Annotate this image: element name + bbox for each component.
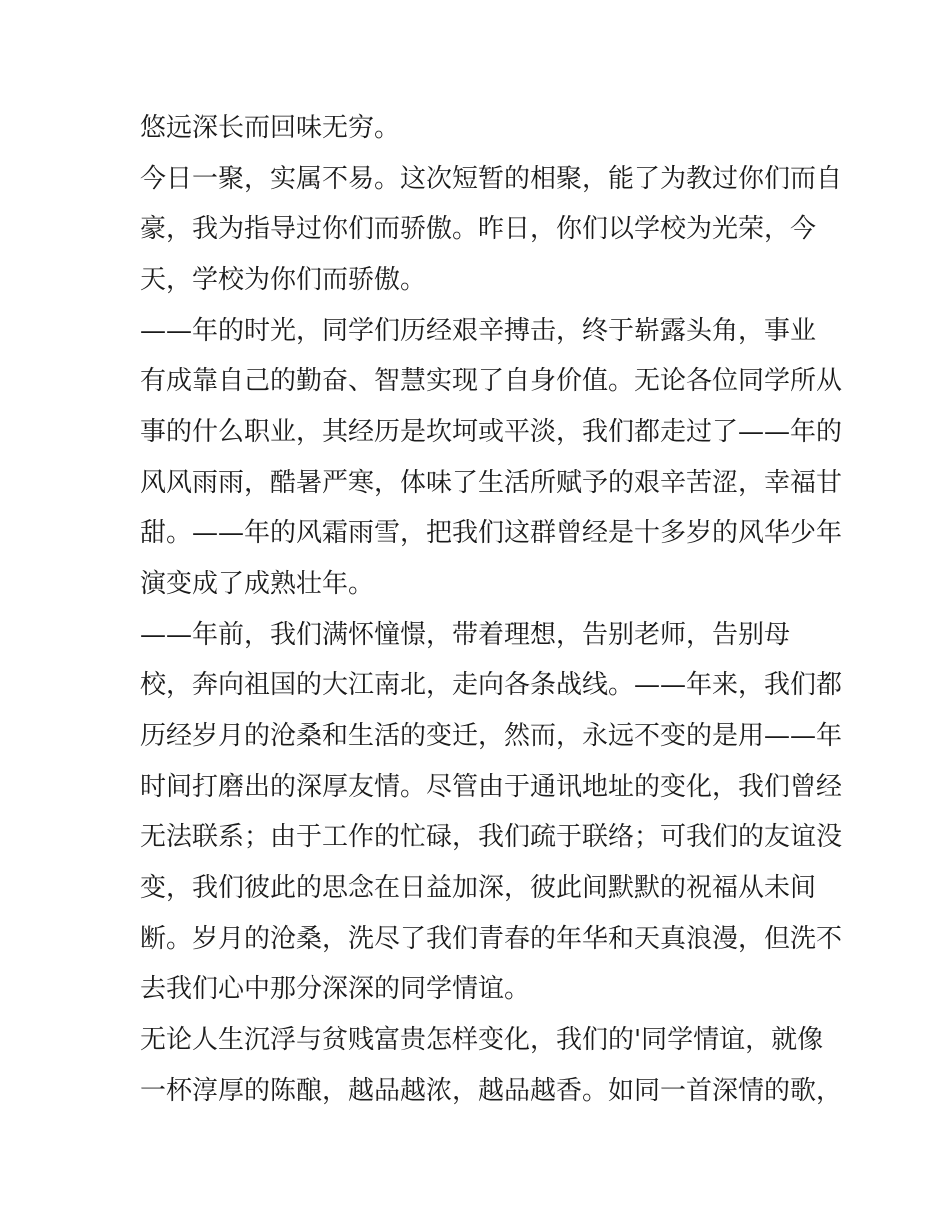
text-line: 一杯淳厚的陈酿，越品越浓，越品越香。如同一首深情的歌，	[140, 1076, 843, 1106]
text-line: 变，我们彼此的思念在日益加深，彼此间默默的祝福从未间	[140, 873, 817, 903]
text-line: ——年前，我们满怀憧憬，带着理想，告别老师，告别母	[140, 620, 791, 650]
text-line: 有成靠自己的勤奋、智慧实现了自身价值。无论各位同学所从	[140, 366, 843, 396]
text-line: 天，学校为你们而骄傲。	[140, 265, 427, 295]
text-line: 校，奔向祖国的大江南北，走向各条战线。——年来，我们都	[140, 670, 843, 700]
text-line: 今日一聚，实属不易。这次短暂的相聚，能了为教过你们而自	[140, 164, 843, 194]
text-line: 事的什么职业，其经历是坎坷或平淡，我们都走过了——年的	[140, 417, 843, 447]
text-line: 去我们心中那分深深的同学情谊。	[140, 974, 531, 1004]
text-line: 历经岁月的沧桑和生活的变迁，然而，永远不变的是用——年	[140, 721, 843, 751]
text-line: 无论人生沉浮与贫贱富贵怎样变化，我们的'同学情谊，就像	[140, 1025, 824, 1055]
text-line: 演变成了成熟壮年。	[140, 569, 375, 599]
text-line: ——年的时光，同学们历经艰辛搏击，终于崭露头角，事业	[140, 316, 817, 346]
text-line: 时间打磨出的深厚友情。尽管由于通讯地址的变化，我们曾经	[140, 772, 843, 802]
text-line: 豪，我为指导过你们而骄傲。昨日，你们以学校为光荣，今	[140, 214, 817, 244]
text-line: 甜。——年的风霜雨雪，把我们这群曾经是十多岁的风华少年	[140, 518, 843, 548]
text-line: 无法联系；由于工作的忙碌，我们疏于联络；可我们的友谊没	[140, 822, 843, 852]
text-line: 悠远深长而回味无穷。	[140, 113, 401, 143]
text-line: 断。岁月的沧桑，洗尽了我们青春的年华和天真浪漫，但洗不	[140, 924, 843, 954]
text-line: 风风雨雨，酷暑严寒，体味了生活所赋予的艰辛苦涩，幸福甘	[140, 468, 843, 498]
